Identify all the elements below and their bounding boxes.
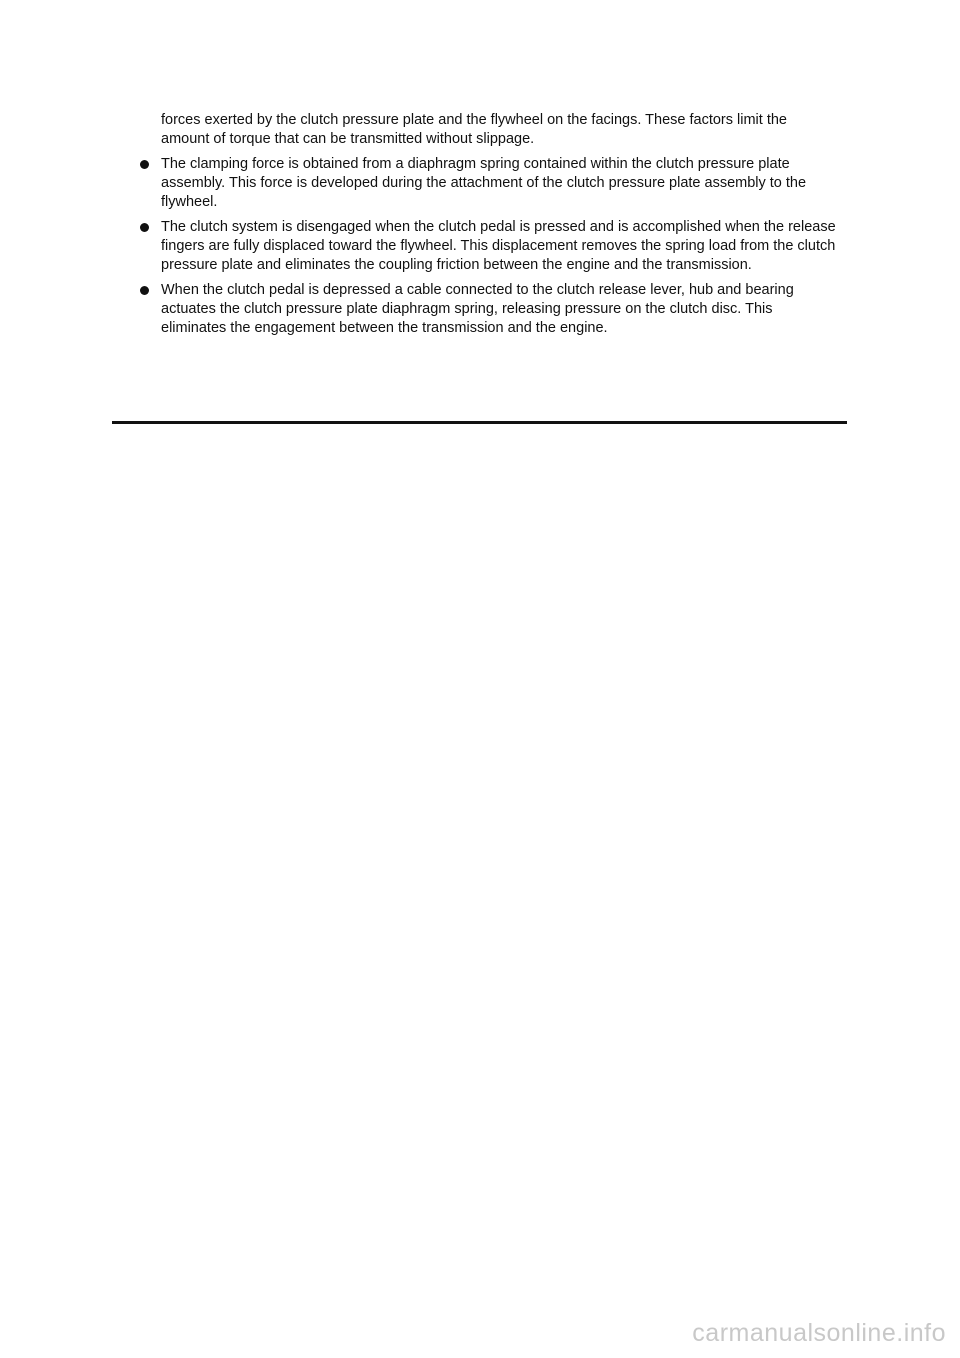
bullet-list — [139, 155, 839, 338]
bullet-icon — [140, 286, 149, 295]
list-item-text: When the clutch pedal is depressed a cable connected to the clutch release lever, hub and bearing actuates the clutch pressure plate diaphragm spring, releasing pressure on the clutch disc. This eliminates the engagement between the transmission and the engine. — [161, 282, 794, 336]
list-item — [139, 281, 839, 338]
list-item-text: The clamping force is obtained from a diaphragm spring contained within the clutch pressure plate assembly. This force is developed during the attachment of the clutch pressure plate assembly to the flywheel. — [161, 156, 807, 210]
list-item-text: The clutch system is disengaged when the clutch pedal is pressed and is accomplished when the release fingers are fully displaced toward the flywheel. This displacement removes the spring load from the clutch pressure plate and eliminates the coupling friction between the engine and the transmission. — [161, 219, 836, 273]
list-item — [139, 218, 839, 275]
continuation-paragraph: forces exerted by the clutch pressure plate and the flywheel on the facings. These factors limit the amount of torque that can be transmitted without slippage. — [161, 112, 787, 147]
watermark: carmanualsonline.info — [692, 1319, 946, 1347]
bullet-icon — [140, 223, 149, 232]
section-divider — [112, 421, 847, 424]
bullet-icon — [140, 160, 149, 169]
list-item — [139, 155, 839, 212]
body-text — [139, 111, 839, 338]
